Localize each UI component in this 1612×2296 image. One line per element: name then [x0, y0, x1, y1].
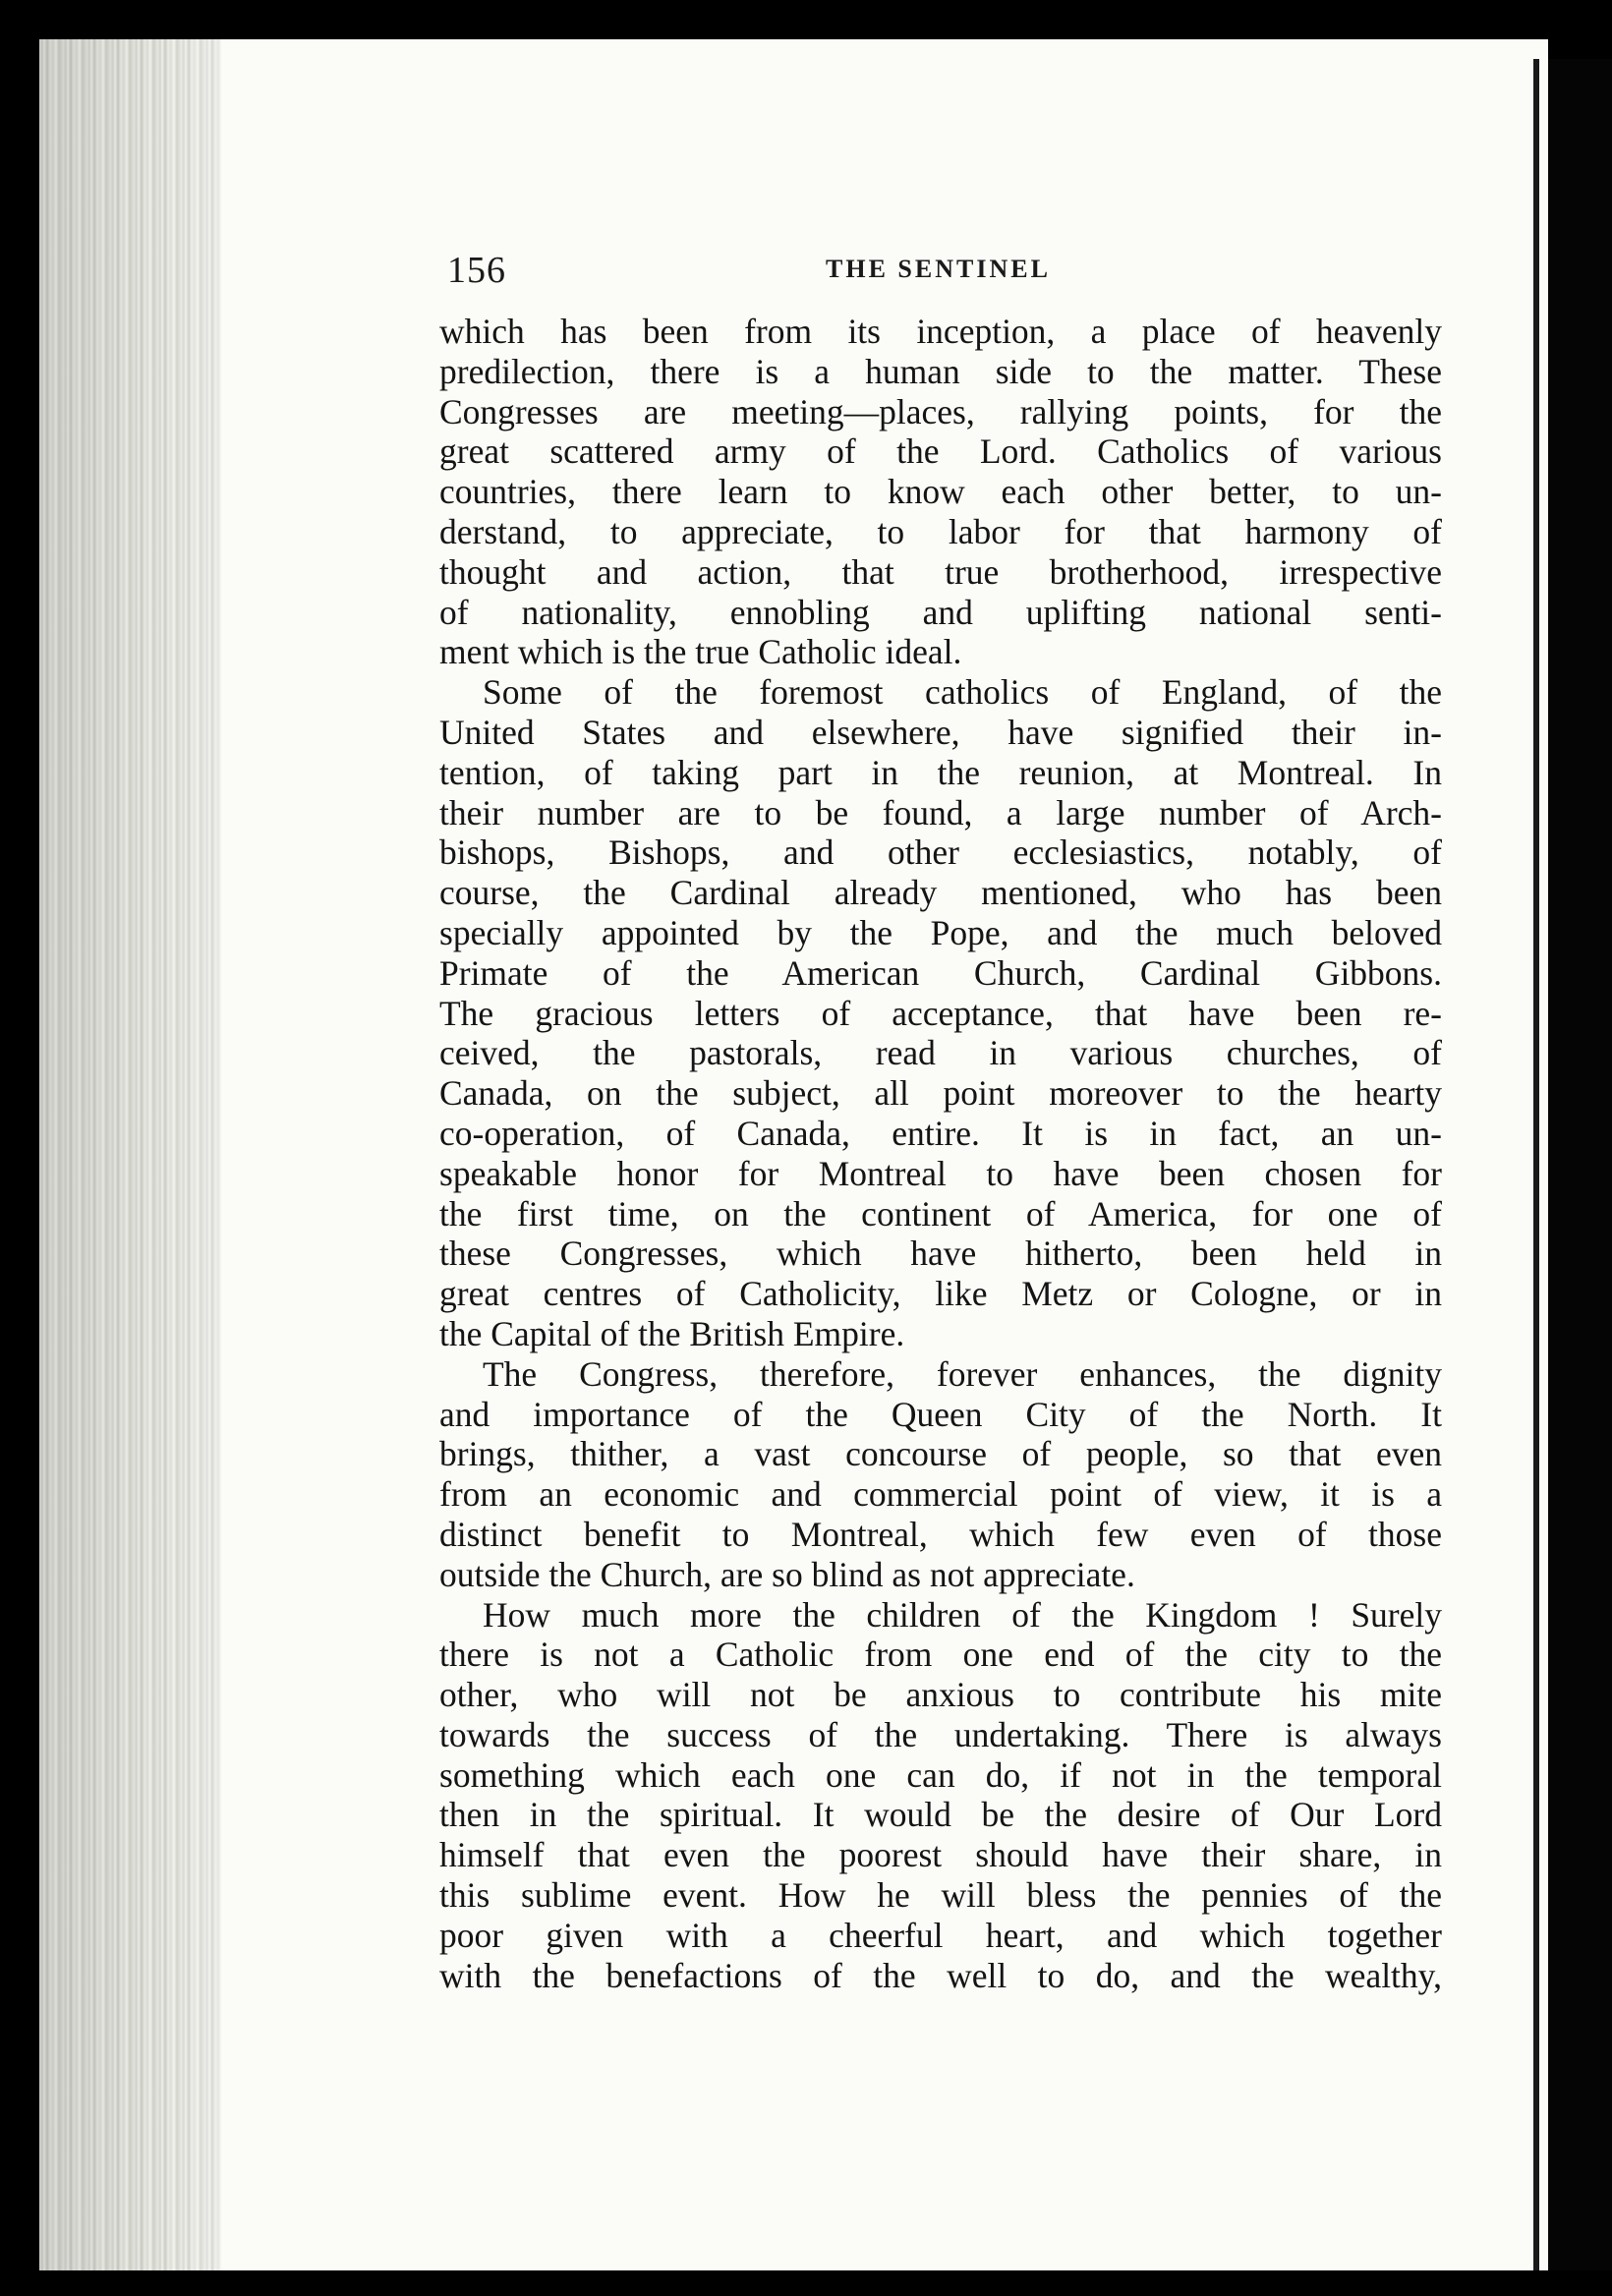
text-line: distinct benefit to Montreal, which few even of those [439, 1514, 1442, 1554]
text-line: great centres of Catholicity, like Metz or Cologne, or in [439, 1274, 1442, 1314]
page-header [447, 249, 1430, 291]
text-line: tention, of taking part in the reunion, at Montreal. In [439, 752, 1442, 792]
book-spine [1548, 59, 1612, 2296]
text-line: course, the Cardinal already mentioned, who has been [439, 873, 1442, 913]
text-line: from an economic and commercial point of view, it is a [439, 1474, 1442, 1515]
text-line: something which each one can do, if not in the temporal [439, 1754, 1442, 1795]
text-line: ment which is the true Catholic ideal. [439, 632, 962, 672]
text-line: bishops, Bishops, and other ecclesiastics, notably, of [439, 832, 1442, 873]
body-text [439, 312, 1442, 1995]
running-head: THE SENTINEL [826, 255, 1051, 283]
text-line: of nationality, ennobling and uplifting national senti- [439, 592, 1442, 632]
text-line: great scattered army of the Lord. Catholics of various [439, 431, 1442, 472]
text-line: countries, there learn to know each other better, to un- [439, 472, 1442, 512]
text-line: there is not a Catholic from one end of the city to the [439, 1635, 1442, 1675]
text-line: co-operation, of Canada, entire. It is in fact, an un- [439, 1113, 1442, 1153]
text-line: How much more the children of the Kingdom ! Surely [483, 1594, 1442, 1635]
text-line: Primate of the American Church, Cardinal Gibbons. [439, 952, 1442, 993]
text-line: Some of the foremost catholics of England, of the [483, 672, 1442, 713]
text-line: the Capital of the British Empire. [439, 1313, 905, 1353]
text-line: ceived, the pastorals, read in various churches, of [439, 1033, 1442, 1073]
text-line: these Congresses, which have hitherto, been held in [439, 1234, 1442, 1274]
text-line: specially appointed by the Pope, and the much beloved [439, 912, 1442, 952]
text-line: predilection, there is a human side to the matter. These [439, 351, 1442, 391]
page-number: 156 [447, 250, 506, 291]
text-line: and importance of the Queen City of the North. It [439, 1394, 1442, 1434]
text-line: The gracious letters of acceptance, that have been re- [439, 993, 1442, 1033]
text-line: speakable honor for Montreal to have been chosen for [439, 1153, 1442, 1193]
text-line: this sublime event. How he will bless the pennies of the [439, 1875, 1442, 1916]
text-line: then in the spiritual. It would be the desire of Our Lord [439, 1795, 1442, 1835]
text-line: The Congress, therefore, forever enhances, the dignity [483, 1353, 1442, 1394]
text-line: himself that even the poorest should have their share, in [439, 1835, 1442, 1875]
text-line: the first time, on the continent of America, for one of [439, 1193, 1442, 1234]
text-line: towards the success of the undertaking. There is always [439, 1714, 1442, 1754]
scan-border-bottom [0, 2270, 1612, 2296]
text-line: which has been from its inception, a place of heavenly [439, 312, 1442, 351]
text-line: other, who will not be anxious to contribute his mite [439, 1675, 1442, 1715]
text-line: their number are to be found, a large number of Arch- [439, 792, 1442, 832]
text-line: poor given with a cheerful heart, and which together [439, 1915, 1442, 1955]
text-line: brings, thither, a vast concourse of people, so that even [439, 1434, 1442, 1474]
text-line: United States and elsewhere, have signified their in- [439, 712, 1442, 752]
gutter-shadow [1533, 59, 1539, 2270]
text-line: Canada, on the subject, all point moreover to the hearty [439, 1073, 1442, 1114]
text-line: with the benefactions of the well to do, and the wealthy, [439, 1955, 1442, 1995]
text-line: derstand, to appreciate, to labor for that harmony of [439, 511, 1442, 551]
text-line: Congresses are meeting—places, rallying points, for the [439, 391, 1442, 431]
page-edges [39, 39, 221, 2270]
text-line: thought and action, that true brotherhood, irrespective [439, 551, 1442, 592]
text-line: outside the Church, are so blind as not appreciate. [439, 1554, 1135, 1594]
